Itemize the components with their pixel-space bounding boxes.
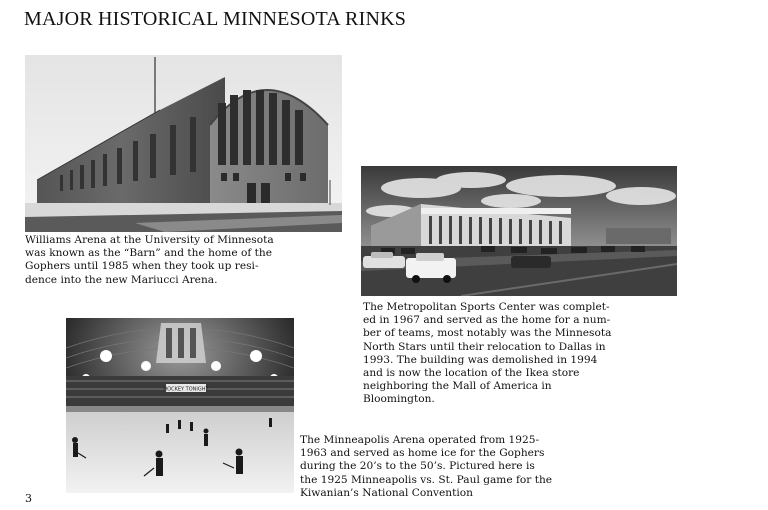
williams-arena-caption <box>25 234 274 287</box>
caption-line: Williams Arena at the University of Minnesota <box>25 234 274 246</box>
arena-banner-text: HOCKEY TONIGHT <box>163 386 209 393</box>
caption-line: dence into the new Mariucci Arena. <box>25 273 218 286</box>
caption-line: and is now the location of the Ikea store <box>363 367 580 380</box>
caption-line: ber of teams, most notably was the Minnesota <box>363 327 612 340</box>
caption-line: The Minneapolis Arena operated from 1925- <box>300 434 540 446</box>
caption-line: Kiwanian’s National Convention <box>300 486 473 499</box>
caption-line: the 1925 Minneapolis vs. St. Paul game for the <box>300 473 553 486</box>
caption-line: ed in 1967 and served as the home for a num- <box>363 314 611 327</box>
minneapolis-arena-photo <box>66 318 294 493</box>
page-title: MAJOR HISTORICAL MINNESOTA RINKS <box>24 8 407 30</box>
caption-line: 1993. The building was demolished in 1994 <box>363 353 598 366</box>
caption-line: North Stars until their relocation to Dallas in <box>363 340 606 353</box>
caption-line: was known as the “Barn” and the home of the <box>25 247 272 260</box>
williams-arena-photo <box>25 55 342 232</box>
caption-line: Gophers until 1985 when they took up resi- <box>25 260 259 273</box>
caption-line: neighboring the Mall of America in <box>363 380 552 393</box>
caption-line: The Metropolitan Sports Center was complet- <box>363 301 610 313</box>
caption-line: 1963 and served as home ice for the Gophers <box>300 447 545 460</box>
caption-line: Bloomington. <box>363 393 435 406</box>
minneapolis-arena-caption <box>300 434 552 500</box>
met-center-photo <box>361 166 677 296</box>
page-number: 3 <box>25 492 32 505</box>
caption-line: during the 20’s to the 50’s. Pictured here is <box>300 460 535 473</box>
met-center-caption <box>363 301 611 407</box>
